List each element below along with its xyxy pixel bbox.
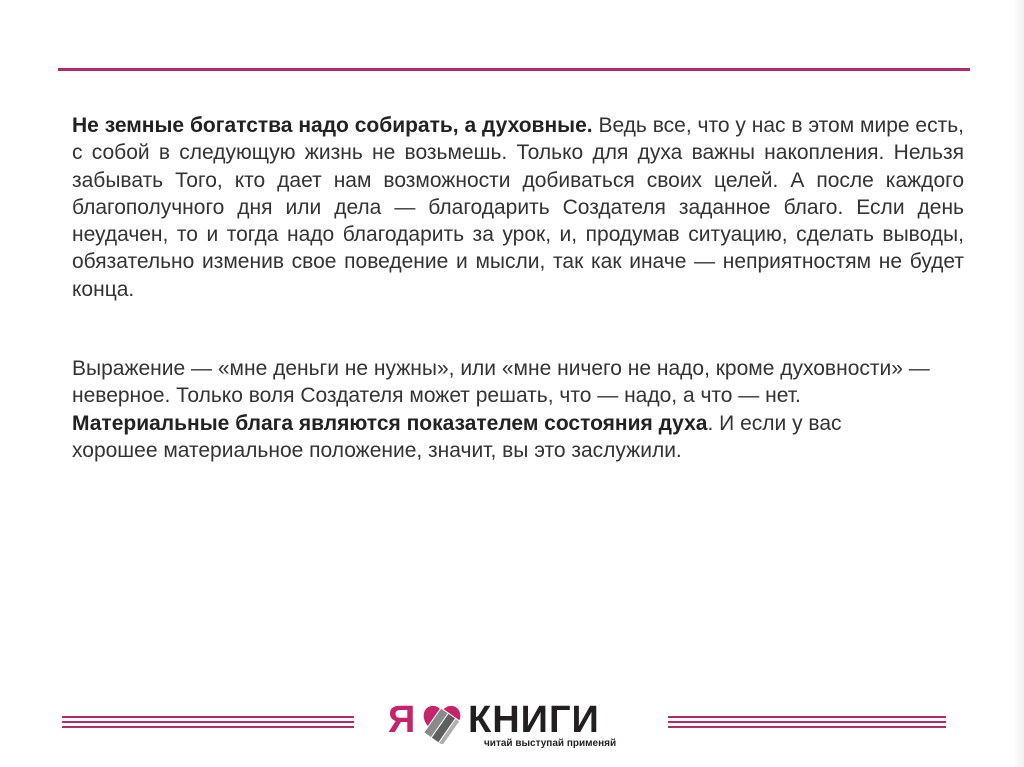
- logo-tagline: читай выступай применяй: [484, 738, 617, 749]
- paragraph-2: [72, 355, 932, 464]
- paragraph-2-start: Выражение — «мне деньги не нужны», или «мне ничего не надо, кроме духовности» — неверное. Только воля Создателя может решать, что — надо, а что — нет.: [72, 357, 930, 408]
- paragraph-1-text: Ведь все, что у нас в этом мире есть, с собой в следующую жизнь не возьмешь. Только для духа важны накопления. Нельзя забывать Того, кто дает нам возможности добиваться своих целей. А после каждого благополучного дня или дела — благодарить Создателя заданное благо. Если день неудачен, то и тогда надо благодарить за урок, и, продумав ситуацию, сделать выводы, обязательно изменив свое поведение и мысли, так как иначе — неприятностям не будет конца.: [72, 114, 964, 301]
- footer-lines-left: [62, 716, 354, 728]
- paragraph-1-bold-lead: Не земные богатства надо собирать, а духовные.: [72, 114, 593, 137]
- paragraph-2-bold: Материальные блага являются показателем состояния духа: [72, 411, 708, 435]
- paragraph-2-end: . И если у вас хорошее материальное положение, значит, вы это заслужили.: [72, 411, 842, 462]
- paragraph-1: [72, 112, 964, 303]
- slide-content: [72, 112, 964, 464]
- footer-lines-right: [668, 716, 946, 728]
- logo-kniga-text: КНИГИ: [468, 699, 600, 741]
- footer: [0, 690, 1024, 750]
- top-divider: [58, 68, 970, 71]
- heart-book-icon: [420, 700, 466, 744]
- slide-edge-shadow: [1014, 0, 1024, 767]
- logo-ya-text: Я: [388, 699, 416, 741]
- logo: [382, 694, 642, 750]
